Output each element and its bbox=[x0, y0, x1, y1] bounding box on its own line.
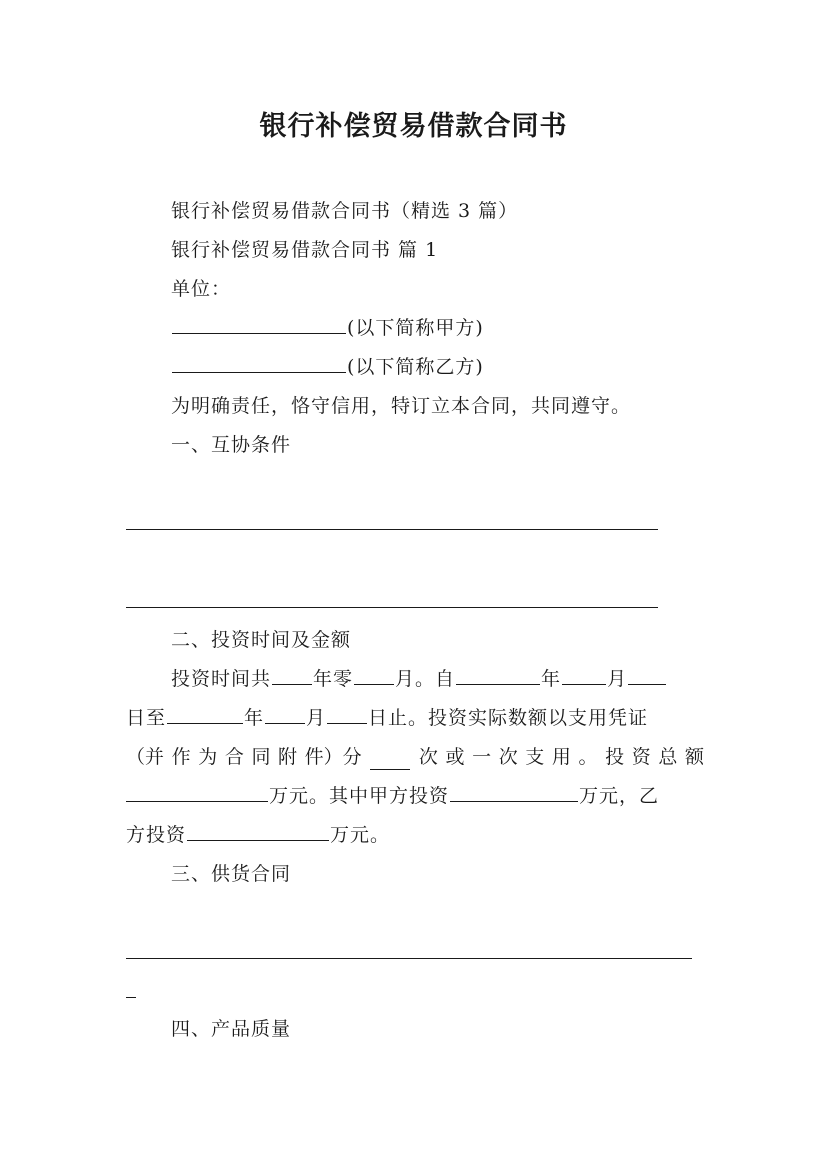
text-run: 作 bbox=[171, 746, 191, 768]
text-run: 次 bbox=[498, 746, 518, 768]
party-b-text: (以下简称乙方) bbox=[347, 356, 484, 378]
text-run: 支 bbox=[525, 746, 545, 768]
text-run: 万元。 bbox=[330, 824, 391, 846]
text-run: 或 bbox=[445, 746, 465, 768]
text-run: 投 bbox=[605, 746, 625, 768]
text-run: 附 bbox=[278, 746, 298, 768]
text-run: 额 bbox=[684, 746, 704, 768]
blank bbox=[450, 783, 578, 802]
section-3-heading: 三、供货合同 bbox=[171, 863, 292, 885]
blank bbox=[327, 705, 367, 724]
text-run: 次 bbox=[418, 746, 438, 768]
blank bbox=[354, 666, 394, 685]
blank bbox=[456, 666, 540, 685]
text-run: 月。自 bbox=[395, 668, 456, 690]
text-run: 年 bbox=[541, 668, 562, 690]
blank bbox=[187, 822, 329, 841]
text-run: 年零 bbox=[313, 668, 354, 690]
section-2-heading: 二、投资时间及金额 bbox=[171, 629, 352, 651]
text-run: 方投资 bbox=[126, 824, 187, 846]
section-1-heading: 一、互协条件 bbox=[171, 434, 292, 456]
text-run: 投资时间共 bbox=[171, 668, 272, 690]
text-run: 资 bbox=[631, 746, 651, 768]
blank bbox=[370, 751, 410, 770]
section-2-para-line-4 bbox=[126, 783, 659, 809]
text-run: 日至 bbox=[126, 707, 167, 729]
party-a-blank bbox=[172, 315, 346, 334]
preamble: 为明确责任，恪守信用，特订立本合同，共同遵守。 bbox=[171, 395, 632, 417]
blank bbox=[628, 666, 666, 685]
fill-line bbox=[126, 958, 692, 959]
party-b-line bbox=[171, 354, 484, 380]
fill-line bbox=[126, 529, 658, 530]
blank bbox=[265, 705, 305, 724]
fill-line-overflow bbox=[126, 997, 136, 998]
blank bbox=[167, 705, 243, 724]
fill-line bbox=[126, 607, 658, 608]
section-2-para-line-3 bbox=[126, 744, 704, 770]
text-run: 合 bbox=[224, 746, 244, 768]
section-2-para-line-1 bbox=[171, 666, 667, 692]
text-run: 件）分 bbox=[304, 746, 362, 768]
unit-label: 单位： bbox=[171, 278, 232, 300]
text-run: （并 bbox=[126, 746, 165, 768]
text-run: 总 bbox=[658, 746, 678, 768]
text-run: 。 bbox=[578, 746, 598, 768]
text-run: 为 bbox=[198, 746, 218, 768]
section-2-para-line-2 bbox=[126, 705, 648, 731]
party-a-text: (以下简称甲方) bbox=[347, 317, 484, 339]
text-run: 用 bbox=[551, 746, 571, 768]
text-run: 年 bbox=[244, 707, 265, 729]
document-title: 银行补偿贸易借款合同书 bbox=[259, 111, 568, 142]
text-run: 万元，乙 bbox=[579, 785, 660, 807]
section-4-heading: 四、产品质量 bbox=[171, 1018, 292, 1040]
text-run: 同 bbox=[251, 746, 271, 768]
blank bbox=[272, 666, 312, 685]
blank bbox=[126, 783, 268, 802]
party-b-blank bbox=[172, 354, 346, 373]
section-2-para-line-5 bbox=[126, 822, 390, 848]
document-subtitle: 银行补偿贸易借款合同书（精选 3 篇） bbox=[171, 200, 519, 222]
blank bbox=[562, 666, 606, 685]
party-a-line bbox=[171, 315, 484, 341]
text-run: 一 bbox=[472, 746, 492, 768]
text-run: 万元。其中甲方投资 bbox=[269, 785, 450, 807]
text-run: 月 bbox=[306, 707, 327, 729]
text-run: 日止。投资实际数额以支用凭证 bbox=[368, 707, 649, 729]
text-run: 月 bbox=[607, 668, 628, 690]
article-heading: 银行补偿贸易借款合同书 篇 1 bbox=[171, 239, 439, 261]
